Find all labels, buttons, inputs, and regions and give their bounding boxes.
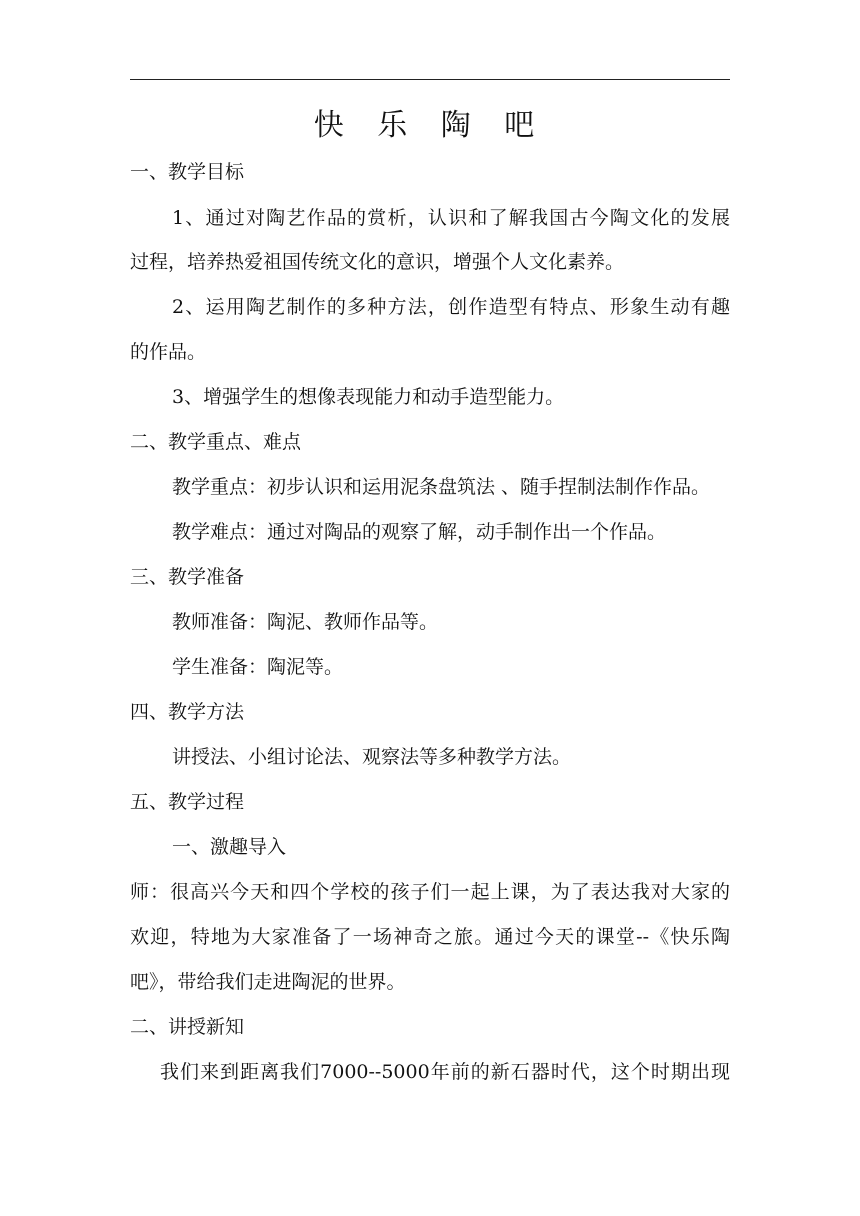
- paragraph-line: 教师准备：陶泥、教师作品等。: [172, 611, 439, 633]
- section-heading: 五、教学过程: [130, 791, 245, 813]
- subsection-heading: 一、激趣导入: [172, 836, 287, 858]
- paragraph-line: 我们来到距离我们7000--5000年前的新石器时代，这个时期出现: [160, 1061, 730, 1083]
- section-heading: 四、教学方法: [130, 701, 245, 723]
- section-heading: 三、教学准备: [130, 566, 245, 588]
- header-rule: [130, 79, 730, 80]
- section-heading: 二、教学重点、难点: [130, 431, 302, 453]
- section-heading: 一、教学目标: [130, 161, 245, 183]
- paragraph-line: 讲授法、小组讨论法、观察法等多种教学方法。: [172, 746, 572, 768]
- paragraph-line: 师：很高兴今天和四个学校的孩子们一起上课，为了表达我对大家的: [130, 881, 730, 903]
- paragraph-line: 学生准备：陶泥等。: [172, 656, 344, 678]
- paragraph-line: 1、通过对陶艺作品的赏析，认识和了解我国古今陶文化的发展: [172, 207, 730, 229]
- paragraph-line: 吧》，带给我们走进陶泥的世界。: [130, 971, 406, 993]
- paragraph-line: 3、增强学生的想像表现能力和动手造型能力。: [172, 386, 565, 408]
- section-heading: 二、讲授新知: [130, 1016, 245, 1038]
- paragraph-line: 教学难点：通过对陶品的观察了解，动手制作出一个作品。: [172, 521, 667, 543]
- paragraph-line: 2、运用陶艺制作的多种方法，创作造型有特点、形象生动有趣: [172, 296, 730, 318]
- document-title: 快 乐 陶 吧: [313, 108, 547, 143]
- paragraph-line: 欢迎，特地为大家准备了一场神奇之旅。通过今天的课堂--《快乐陶: [130, 926, 730, 948]
- paragraph-line: 教学重点：初步认识和运用泥条盘筑法 、随手捏制法制作作品。: [172, 476, 711, 498]
- paragraph-line: 的作品。: [130, 341, 207, 363]
- paragraph-line: 过程，培养热爱祖国传统文化的意识，增强个人文化素养。: [130, 251, 625, 273]
